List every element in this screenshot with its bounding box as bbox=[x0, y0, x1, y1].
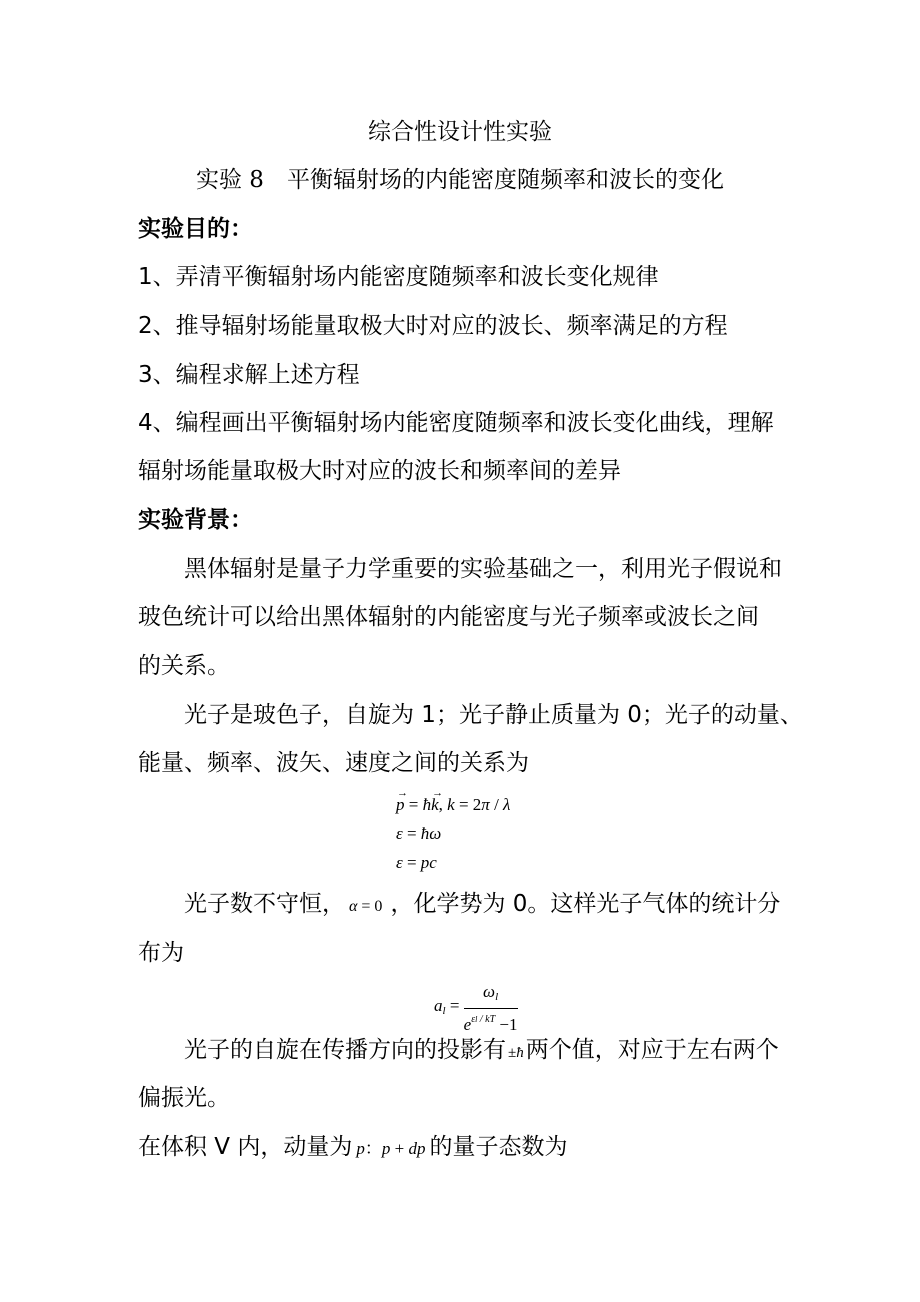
paragraph-spin-line1: 光子的自旋在传播方向的投影有 ±ħ两个值，对应于左右两个 bbox=[184, 1037, 779, 1063]
paragraph-spin-line2: 偏振光。 bbox=[138, 1085, 230, 1111]
paragraph-blackbody-line2: 玻色统计可以给出黑体辐射的内能密度与光子频率或波长之间 bbox=[138, 604, 759, 630]
objective-2: 2、推导辐射场能量取极大时对应的波长、频率满足的方程 bbox=[138, 313, 728, 339]
section-heading-background: 实验背景： bbox=[138, 507, 253, 533]
alpha-equals-zero: α = 0 bbox=[349, 898, 383, 915]
doc-title: 综合性设计性实验 bbox=[368, 119, 552, 145]
equation-distribution: $a_l$ = $\frac{\omega_l}{e^{\varepsilon l / kT} -1}$ bbox=[434, 982, 518, 1034]
paragraph-blackbody-line1: 黑体辐射是量子力学重要的实验基础之一，利用光子假说和 bbox=[184, 556, 782, 582]
paragraph-photon-number-line1: 光子数不守恒， α = 0 ，化学势为 0。这样光子气体的统计分 bbox=[184, 891, 781, 917]
momentum-range: p：p + dp bbox=[356, 1139, 426, 1158]
paragraph-quantum-states: 在体积 V 内，动量为 p：p + dp 的量子态数为 bbox=[138, 1134, 568, 1160]
objective-3: 3、编程求解上述方程 bbox=[138, 362, 360, 388]
doc-subtitle: 实验 8 平衡辐射场的内能密度随频率和波长的变化 bbox=[196, 167, 724, 193]
plus-minus-hbar: ±ħ bbox=[508, 1045, 524, 1061]
paragraph-blackbody-line3: 的关系。 bbox=[138, 653, 230, 679]
paragraph-photon-number-line2: 布为 bbox=[138, 940, 184, 966]
section-heading-objectives: 实验目的： bbox=[138, 216, 253, 242]
objective-4-line1: 4、编程画出平衡辐射场内能密度随频率和波长变化曲线，理解 bbox=[138, 410, 774, 436]
equation-energy-pc: ε = pc bbox=[396, 853, 437, 872]
equation-momentum: → p = ħ→ k, k = 2π / λ bbox=[396, 793, 510, 817]
paragraph-photon-line1: 光子是玻色子，自旋为 1；光子静止质量为 0；光子的动量、 bbox=[184, 702, 803, 728]
paragraph-photon-line2: 能量、频率、波矢、速度之间的关系为 bbox=[138, 750, 529, 776]
objective-4-line2: 辐射场能量取极大时对应的波长和频率间的差异 bbox=[138, 458, 621, 484]
objective-1: 1、弄清平衡辐射场内能密度随频率和波长变化规律 bbox=[138, 264, 659, 290]
equation-energy-omega: ε = ħω bbox=[396, 824, 442, 843]
